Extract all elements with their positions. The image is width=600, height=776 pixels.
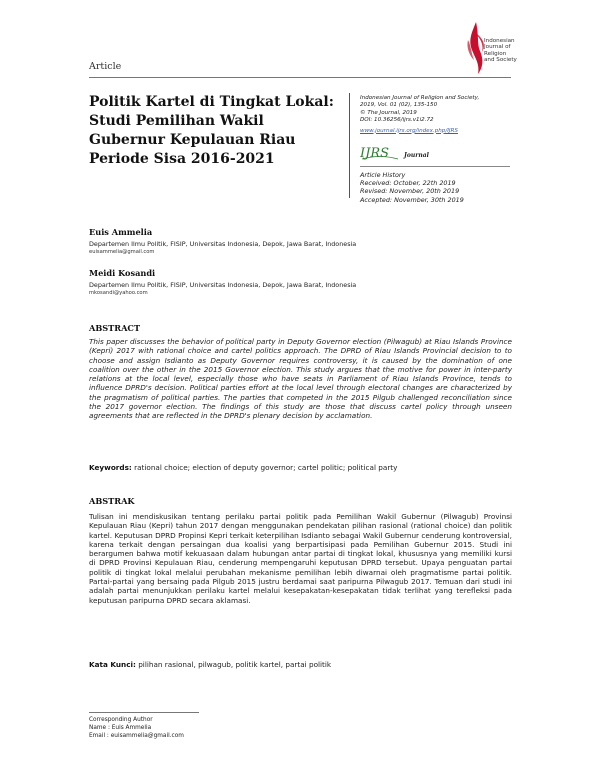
keywords-label: Keywords: [89, 463, 132, 472]
ijrs-emblem-icon [360, 142, 410, 162]
logo-line: Religion [484, 50, 507, 57]
logo-line: and Society [484, 57, 517, 64]
author-affiliation: Departemen Ilmu Politik, FISIP, Universitas Indonesia, Depok, Jawa Barat, Indonesia [89, 240, 357, 248]
abstrak-heading: ABSTRAK [89, 496, 135, 506]
author-email[interactable]: euisammelia@gmail.com [89, 249, 155, 255]
keywords-list: rational choice; election of deputy governor; cartel politic; political party [134, 463, 398, 472]
paper-title: Politik Kartel di Tingkat Lokal: Studi Pemilihan Wakil Gubernur Kepulauan Riau Periode Sisa 2016-2021 [89, 94, 334, 167]
abstract-keywords [89, 463, 512, 472]
kata-kunci-label: Kata Kunci: [89, 660, 136, 669]
ijrs-logo [360, 142, 440, 166]
journal-doi[interactable]: DOI: 10.36256/ijrs.v1i2.72 [360, 117, 434, 124]
footnote-divider [89, 712, 199, 713]
author-block-1 [89, 227, 519, 255]
history-heading: Article History [360, 171, 406, 179]
history-divider [360, 166, 510, 167]
logo-line: Journal of [484, 44, 511, 51]
journal-copyright: © The Journal, 2019 [360, 109, 417, 116]
article-type-label: Article [89, 61, 122, 72]
author-email[interactable]: mkosandi@yahoo.com [89, 290, 148, 296]
history-accepted: Accepted: November, 30th 2019 [360, 195, 464, 204]
article-history [360, 171, 510, 204]
kata-kunci-list: pilihan rasional, pilwagub, politik kartel, partai politik [138, 660, 332, 669]
svg-text:IJRS: IJRS [360, 146, 390, 161]
footnote-line: Name : Euis Ammelia [89, 725, 152, 732]
abstract-heading: ABSTRACT [89, 323, 141, 333]
footnote-line: Corresponding Author [89, 717, 153, 723]
author-name: Meidi Kosandi [89, 268, 156, 278]
corresponding-author-footnote [89, 716, 339, 741]
abstrak-text: Tulisan ini mendiskusikan tentang perilaku partai politik pada Pemilihan Wakil Gubernur (Pilwagub) Provinsi Kepulauan Riau (Kepri) tahun 2017 dengan menggunakan pendekatan pilihan rasional (rational choice) dan politik kartel. Keputusan DPRD Propinsi Kepri terkait keterpilihan Isdianto sebagai Wakil Gubernur cenderung kontroversial, karena terkait dengan persaingan dua koalisi yang berpartisipasi pada Pemilihan Gubernur 2015. Studi ini berargumen bahwa motif kekuasaan dalam hubungan antar partai di tingkat lokal, khususnya yang memiliki kursi di DPRD Provinsi Kepulauan Riau, cenderung mempengaruhi keputusan DPRD tersebut. Upaya penguatan partai politik di tingkat lokal melalui perubahan mekanisme pemilihan lebih diwarnai oleh pragmatisme partai politik. Partai-partai yang bersaing pada Pilgub 2015 justru berdamai saat paripurna Pilwagub 2017. Temuan dari studi ini adalah partai menunjukkan perilaku kartel melalui kesepakatan-kesepakatan tidak terlihat yang terefleksi pada keputusan paripurna DPRD secara aklamasi. [89, 512, 512, 605]
abstrak-keywords [89, 660, 512, 669]
ijrs-logo-word: Journal [404, 152, 429, 159]
logo-wordmark [484, 38, 517, 64]
logo-line: Indonesian [484, 38, 515, 44]
journal-volume: 2019, Vol. 01 (02), 135-150 [360, 102, 438, 109]
history-revised: Revised: November, 20th 2019 [360, 187, 460, 196]
journal-name: Indonesian Journal of Religion and Society, [360, 95, 480, 101]
author-name: Euis Ammelia [89, 227, 153, 237]
history-received: Received: October, 22th 2019 [360, 179, 456, 188]
abstract-text: This paper discusses the behavior of political party in Deputy Governor election (Pilwagub) at Riau Islands Province (Kepri) 2017 with rational choice and cartel politics approach. The DPRD of Riau Islands Provincial decision to to choose and assign Isdianto as Deputy Governor requires controversy, it is caused by the domination of one coalition over the other in the 2015 Governor election. This study argues that the motive for power in inter-party relations at the local level, especially those who have seats in Parliament of Riau Islands Province, tends to influence DPRD's decision. Political parties effort at the local level through electoral changes are characterized by the pragmatism of political parties. The parties that competed in the 2015 Pilgub challenged reconciliation since the 2017 governor election. The findings of this study are those that discuss cartel policy through unseen agreements that are reflected in the DPRD's plenary decision by acclamation. [89, 337, 512, 421]
author-affiliation: Departemen Ilmu Politik, FISIP, Universitas Indonesia, Depok, Jawa Barat, Indonesia [89, 281, 357, 289]
journal-url-link[interactable]: www.journal.ijrs.org/index.php/IJRS [360, 127, 458, 134]
title-divider [349, 93, 350, 198]
footnote-email[interactable]: Email : euisammelia@gmail.com [89, 733, 184, 740]
journal-logo [462, 18, 532, 78]
journal-info [360, 95, 510, 135]
author-block-2 [89, 268, 519, 296]
header-divider [89, 77, 511, 78]
